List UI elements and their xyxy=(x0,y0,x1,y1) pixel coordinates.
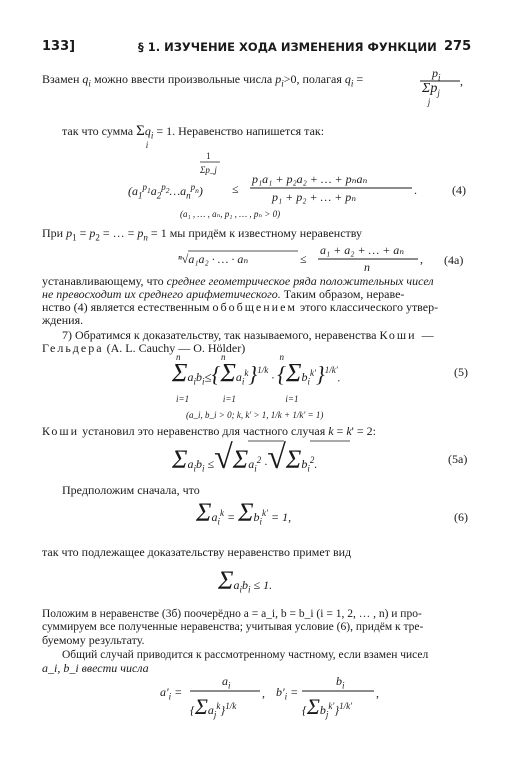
q-frac-numerator: $p_i$ xyxy=(432,66,441,83)
eq4-left: $(a_1^{p_1}a_2^{p_2}\dots a_n^{p_n})$ xyxy=(128,182,203,201)
para1-line3: нство (4) является естественным обобщением этого классического утвер- xyxy=(42,300,439,314)
eq-final-num-b: $b_i$ xyxy=(336,674,345,691)
para1-line1: устанавливающему, что среднее геометрическое ряда положительных чисел xyxy=(42,274,434,288)
eq-final-den-b: $\{\Sigma b_j^{k'}\}^{1/k'}$ xyxy=(302,694,353,720)
eq4-denominator: p₁ + p₂ + … + pₙ xyxy=(272,190,357,204)
eq4a-le: ≤ xyxy=(300,252,307,266)
eq4-frac-bar xyxy=(250,187,412,189)
eq4-exp-den: Σp_j xyxy=(200,165,217,175)
eq4-exp-num: 1 xyxy=(206,151,211,161)
text-line-4: Коши установил это неравенство для частного случая k = k' = 2: xyxy=(42,424,376,438)
eq5a-label: (5а) xyxy=(448,452,468,466)
eq5a-display: $\Sigma a_ib_i \le√\Sigma a_i^2 \cdot√\Sigma b_i^2$. xyxy=(172,439,318,476)
eq5-upper-limits: n n n xyxy=(176,352,284,362)
eq-final-left: $a'_i$ = xyxy=(160,685,183,702)
page-ref: 133] xyxy=(42,39,76,54)
eq4a-root-bar xyxy=(188,250,298,252)
para1-line2: не превосходит их среднего арифметического. Таким образом, нераве- xyxy=(42,287,405,301)
text-line-3: При $p_1 = p_2$ = … = $p_n = 1$ мы придём к известному неравенству xyxy=(42,226,363,243)
eq6-display: $\Sigma a_i^k = \Sigma b_i^{k'} = 1$, xyxy=(196,498,292,527)
eq4-numerator: p₁a₁ + p₂a₂ + … + pₙaₙ xyxy=(252,172,368,186)
comma: , xyxy=(262,686,265,700)
eq4a-label: (4а) xyxy=(444,253,464,267)
eq4a-denominator: n xyxy=(364,260,370,274)
eq-final-den-a: $\{\Sigma a_j^k\}^{1/k}$ xyxy=(190,694,237,720)
eq5-label: (5) xyxy=(454,365,468,379)
para3-line1: Положим в неравенстве (3б) поочерёдно a = a_i, b = b_i (i = 1, 2, … , n) и про- xyxy=(42,608,422,620)
para4-line2: a_i, b_i ввести числа xyxy=(42,661,149,675)
eq4-le: ≤ xyxy=(232,182,239,196)
eq5-condition: (a_i, b_i > 0; k, k' > 1, 1/k + 1/k' = 1) xyxy=(186,410,324,420)
comma: , xyxy=(376,686,379,700)
text-line-1: Взамен $q_i$ можно ввести произвольные числа $p_i>0$, полагая $q_i$ = xyxy=(42,72,364,89)
eq-final-right: $b'_i$ = xyxy=(276,685,299,702)
section-title: § 1. ИЗУЧЕНИЕ ХОДА ИЗМЕНЕНИЯ ФУНКЦИИ xyxy=(138,40,437,54)
para4-line1: Общий случай приводится к рассмотренному частному, если взамен чисел xyxy=(62,649,429,661)
para2-line1: 7) Обратимся к доказательству, так называемого, неравенства Коши — xyxy=(62,328,436,342)
eq4-condition: (a₁ , … , aₙ, p₁ , … , pₙ > 0) xyxy=(180,209,281,219)
q-frac-denominator: $\Sigma p_j$ xyxy=(422,81,440,98)
text-line-5: Предположим сначала, что xyxy=(62,483,200,497)
eq4a-root: ⁿ√a₁a₂ · … · aₙ xyxy=(178,252,249,266)
para2-line2: Гельдера (A. L. Cauchy — O. Hölder) xyxy=(42,341,246,355)
text-line-6: так что подлежащее доказательству неравенство примет вид xyxy=(42,545,352,559)
eq-final-bar-a xyxy=(190,690,260,692)
eq5-display: $\Sigma a_ib_i\le\{\Sigma a_i^k\}^{1/k} \cdot \{\Sigma b_i^{k'}\}^{1/k'}$. xyxy=(172,358,341,388)
eq5a-root-bar-2 xyxy=(310,440,350,442)
comma: , xyxy=(460,74,463,88)
para1-line4: ждения. xyxy=(42,313,84,327)
eq4-label: (4) xyxy=(452,183,466,197)
text-line-2: так что сумма $\Sigma q_i = 1$. Неравенство напишется так: xyxy=(62,123,325,141)
eq4-dot: . xyxy=(414,183,417,197)
eq5a-root-bar-1 xyxy=(248,440,284,442)
para3-line3: буемому результату. xyxy=(42,633,145,647)
eq-final-num-a: $a_i$ xyxy=(222,674,231,691)
q-frac-limit: j xyxy=(427,97,431,107)
eq6-label: (6) xyxy=(454,510,468,524)
page-number: 275 xyxy=(444,39,472,54)
eq5-limits: i=1 i=1 i=1 xyxy=(176,394,299,404)
sum-limit-i: i xyxy=(145,140,149,150)
comma: , xyxy=(420,252,423,266)
eq4a-numerator: a₁ + a₂ + … + aₙ xyxy=(320,243,405,257)
eq-final-bar-b xyxy=(302,690,374,692)
para3-line2: суммируем все полученные неравенства; учитывая условие (6), придём к тре- xyxy=(42,621,424,633)
eq-sum-display: $\Sigma a_ib_i \le 1$. xyxy=(218,566,273,595)
